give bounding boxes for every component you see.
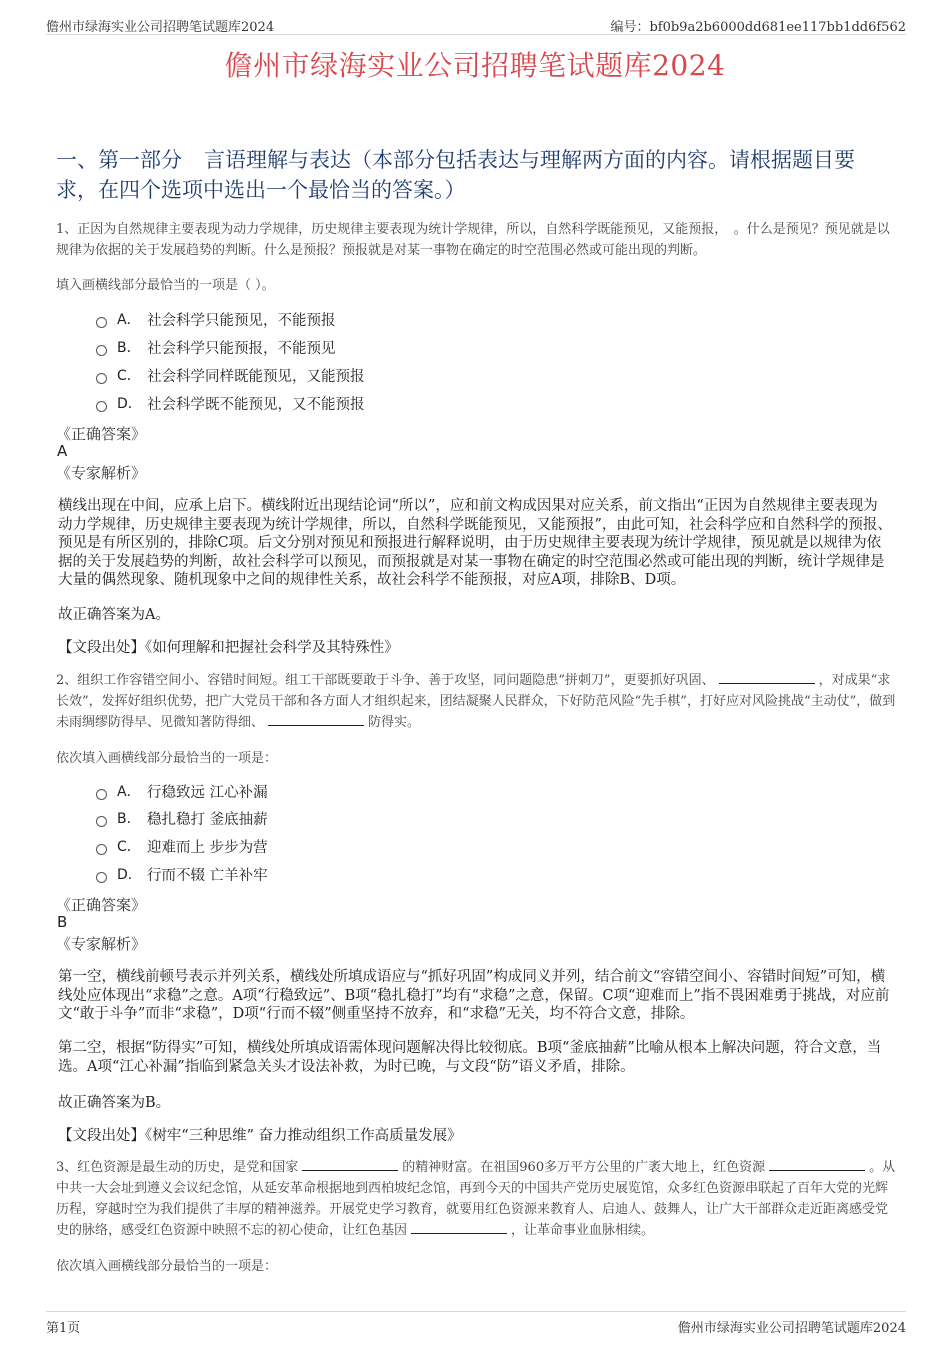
option-text: 社会科学只能预报，不能预见 xyxy=(147,340,336,357)
section-description: 言语理解与表达（本部分包括表达与理解两方面的内容。请根据题目要求，在四个选项中选出一个最恰当的答案。） xyxy=(56,148,855,202)
question-3-text-part-d: ，让革命事业血脉相续。 xyxy=(511,1223,655,1238)
header-left-title: 儋州市绿海实业公司招聘笔试题库2024 xyxy=(46,20,275,35)
option-text: 行而不辍 亡羊补牢 xyxy=(147,867,268,884)
question-1-option-d[interactable] xyxy=(96,392,365,414)
radio-icon[interactable] xyxy=(96,345,107,356)
radio-icon[interactable] xyxy=(96,789,107,800)
radio-icon[interactable] xyxy=(96,816,107,827)
question-2-answer: B xyxy=(57,913,68,931)
option-letter: C． xyxy=(117,368,141,384)
option-text: 迎难而上 步步为营 xyxy=(147,839,268,856)
header-doc-id: 编号：bf0b9a2b6000dd681ee117bb1dd6f562 xyxy=(610,20,906,35)
option-letter: A． xyxy=(117,312,141,328)
radio-icon[interactable] xyxy=(96,373,107,384)
question-1-option-b[interactable] xyxy=(96,336,336,358)
question-1-source: 【文段出处】《如何理解和把握社会科学及其特殊性》 xyxy=(58,640,399,656)
question-2-analysis-1: 第一空，横线前顿号表示并列关系，横线处所填成语应与“抓好巩固”构成同义并列，结合前文“容错空间小、容错时间短”可知，横线处应体现出“求稳”之意。A项“行稳致远”、B项“稳扎稳打”均有“求稳”之意，保留。C项“迎难而上”指不畏困难勇于挑战，对应前文“敢于斗争”而非“求稳”，D项“行而不辍”侧重坚持不放弃，和“求稳”无关，均不符合文意，排除。 xyxy=(58,969,890,1022)
option-letter: D． xyxy=(117,396,142,412)
footer-title: 儋州市绿海实业公司招聘笔试题库2024 xyxy=(677,1321,906,1336)
question-1-analysis-label: 《专家解析》 xyxy=(56,464,147,482)
option-letter: B． xyxy=(117,811,141,827)
page-title: 儋州市绿海实业公司招聘笔试题库2024 xyxy=(224,49,726,82)
question-2-text-part-a: 2、组织工作容错空间小、容错时间短。组工干部既要敢于斗争、善于攻坚，同问题隐患“拼刺刀”，更要抓好巩固、 xyxy=(56,673,715,688)
option-text: 社会科学同样既能预见，又能预报 xyxy=(147,368,365,385)
question-3-text xyxy=(56,1157,896,1241)
radio-icon[interactable] xyxy=(96,844,107,855)
question-1-option-a[interactable] xyxy=(96,308,336,330)
fill-blank xyxy=(719,670,815,684)
radio-icon[interactable] xyxy=(96,872,107,883)
option-letter: D． xyxy=(117,867,142,883)
section-heading xyxy=(56,145,896,205)
question-1-conclusion: 故正确答案为A。 xyxy=(58,607,170,623)
question-1-prompt: 填入画横线部分最恰当的一项是（ ）。 xyxy=(56,278,275,293)
question-2-text-part-b: ，对成果“求长效”，发挥好组织优势，把广大党员干部和各方面人才组织起来，团结凝聚人民群众，下好防范风险“先手棋”，打好应对风险挑战“主动仗”，做到未雨绸缪防得早、见微知著防得细、 xyxy=(56,673,896,730)
radio-icon[interactable] xyxy=(96,317,107,328)
question-1-answer-label: 《正确答案》 xyxy=(56,425,147,443)
option-text: 行稳致远 江心补漏 xyxy=(147,784,268,801)
question-3-text-part-a: 3、红色资源是最生动的历史，是党和国家 xyxy=(56,1160,299,1175)
question-1-text: 1、正因为自然规律主要表现为动力学规律，历史规律主要表现为统计学规律，所以，自然科学既能预见，又能预报， 。什么是预见？预见就是以规律为依据的关于发展趋势的判断。什么是预报？预报就是对某一事物在确定的时空范围必然或可能出现的判断。 xyxy=(56,222,890,258)
option-letter: A． xyxy=(117,784,141,800)
fill-blank xyxy=(411,1220,507,1234)
question-2-conclusion: 故正确答案为B。 xyxy=(58,1095,171,1111)
page-header xyxy=(46,14,906,35)
page-footer xyxy=(46,1311,906,1336)
question-2-answer-label: 《正确答案》 xyxy=(56,896,147,914)
page-number: 第1页 xyxy=(46,1321,81,1336)
question-1-answer: A xyxy=(57,442,68,460)
radio-icon[interactable] xyxy=(96,401,107,412)
question-3-text-part-c: 。从中共一大会址到遵义会议纪念馆，从延安革命根据地到西柏坡纪念馆，再到今天的中国共产党历史展览馆，众多红色资源串联起了百年大党的光辉历程，穿越时空为我们提供了丰厚的精神滋养。开展党史学习教育，就要用红色资源来教育人、启迪人、鼓舞人，让广大干部群众走近距离感受党史的脉络，感受红色资源中映照不忘的初心使命，让红色基因 xyxy=(56,1160,896,1238)
question-2-source: 【文段出处】《树牢“三种思维” 奋力推动组织工作高质量发展》 xyxy=(58,1128,462,1144)
fill-blank xyxy=(268,712,364,726)
question-2-analysis-label: 《专家解析》 xyxy=(56,935,147,953)
option-letter: B． xyxy=(117,340,141,356)
option-letter: C． xyxy=(117,839,141,855)
question-3-text-part-b: 的精神财富。在祖国960多万平方公里的广袤大地上，红色资源 xyxy=(402,1160,766,1175)
question-2-option-b[interactable] xyxy=(96,807,268,829)
question-1-option-c[interactable] xyxy=(96,364,365,386)
section-name: 一、第一部分 xyxy=(56,148,182,172)
question-2-text xyxy=(56,670,896,733)
question-2-prompt: 依次填入画横线部分最恰当的一项是： xyxy=(56,751,278,766)
question-2-text-part-c: 防得实。 xyxy=(368,715,421,730)
option-text: 稳扎稳打 釜底抽薪 xyxy=(147,811,268,828)
fill-blank xyxy=(302,1157,398,1171)
question-2-option-a[interactable] xyxy=(96,780,268,802)
question-2-option-d[interactable] xyxy=(96,863,268,885)
question-3-prompt: 依次填入画横线部分最恰当的一项是： xyxy=(56,1259,278,1274)
fill-blank xyxy=(769,1157,865,1171)
question-2-analysis-2: 第二空，根据“防得实”可知，横线处所填成语需体现问题解决得比较彻底。B项“釜底抽薪”比喻从根本上解决问题，符合文意，当选。A项“江心补漏”指临到紧急关头才设法补救，为时已晚，与文段“防”语义矛盾，排除。 xyxy=(58,1040,882,1075)
option-text: 社会科学只能预见，不能预报 xyxy=(147,312,336,329)
question-2-option-c[interactable] xyxy=(96,835,268,857)
option-text: 社会科学既不能预见，又不能预报 xyxy=(147,396,365,413)
question-1-analysis: 横线出现在中间，应承上启下。横线附近出现结论词“所以”，应和前文构成因果对应关系，前文指出“正因为自然规律主要表现为动力学规律，历史规律主要表现为统计学规律，所以，自然科学既能预见，又能预报”，由此可知，社会科学应和自然科学的预报、预见是有所区别的，排除C项。后文分别对预见和预报进行解释说明，由于历史规律主要表现为统计学规律，预见就是以规律为依据的关于发展趋势的判断，故社会科学可以预见，而预报就是对某一事物在确定的时空范围必然或可能出现的判断，统计学规律是大量的偶然现象、随机现象中之间的规律性关系，故社会科学不能预报，对应A项，排除B、D项。 xyxy=(58,498,892,588)
